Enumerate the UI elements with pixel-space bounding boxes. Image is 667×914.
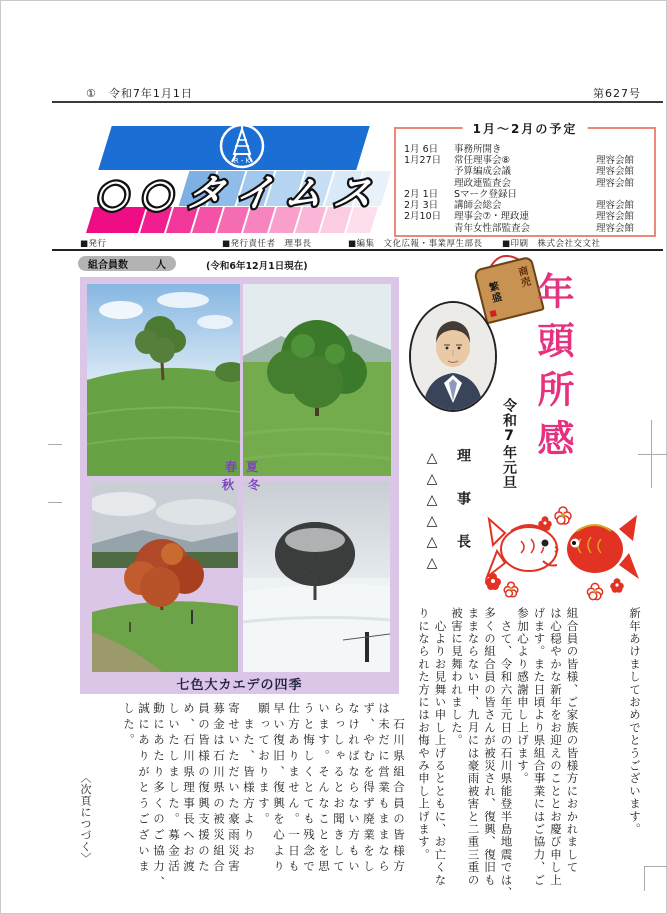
issue-number: 第627号 [593, 87, 641, 100]
publisher-edit: ■編集 文化広報・事業厚生部長 [348, 239, 483, 249]
article-column: した。 [122, 702, 136, 750]
photo-caption: 七色大カエデの四季 [176, 678, 303, 693]
chairman-portrait [409, 301, 497, 412]
author-title: 理事長 [455, 448, 471, 577]
article-column: 多くの組合員の皆さんが被災され、復興、復旧も [483, 607, 497, 887]
article-column: 石川県組合員の皆様方 [392, 702, 406, 876]
tower-logo-icon [216, 120, 268, 172]
article-column: うと悔しくとても残念で [302, 702, 316, 876]
masthead-title-art [90, 166, 376, 216]
article-column: さて、令和六年元日の石川県能登半島地震では、 [499, 607, 514, 900]
article-column: 心よりお見舞い申し上げるとともに、お亡くな [433, 607, 448, 887]
membership-asof: (令和6年12月1日現在) [206, 261, 308, 272]
publisher-print: ■印刷 株式会社交文社 [502, 239, 601, 249]
article-column: げます。また日頃より県組合事業にはご協力、ご [532, 607, 547, 887]
summer-photo [243, 284, 391, 476]
registration-mark [644, 866, 667, 891]
svg-text:R・K: R・K [233, 157, 251, 165]
season-label-spring: 春 [225, 460, 238, 474]
article-column: 動にあたり多くのご協力、 [152, 702, 166, 892]
article-body-left-block [116, 702, 406, 892]
article-column: 参加心より感謝申し上げます。 [516, 607, 530, 785]
author-name-placeholder: △△△△△△ [424, 450, 440, 576]
article-column: 募金は石川県の被災組合 [212, 702, 226, 876]
article-column: ままならない中、九月には豪雨被害と二重三重の [466, 607, 481, 887]
ema-text-2: 繁盛 [485, 280, 502, 305]
ema-text-1: 商売 [514, 265, 531, 290]
article-column: 員の皆様の復興支援のた [197, 702, 211, 876]
ema-seal [490, 310, 497, 317]
photo-panel [80, 277, 399, 694]
schedule-row: 2月 3日 講師会総会 理容会館 [404, 200, 635, 212]
article-column: 早い復旧、復興を心より [272, 702, 286, 876]
season-label-winter: 冬 [248, 478, 261, 492]
article-column: りになられた方にはお悔やみ申し上げます。 [417, 607, 431, 861]
schedule-title: 1月〜2月の予定 [463, 120, 588, 137]
article-column: は心穏やかな新年をお迎えのこととお慶び申し上 [549, 607, 563, 887]
article-title: 年頭所感 [531, 272, 575, 468]
winter-photo [243, 482, 390, 672]
article-date: 令和7年元旦 [501, 398, 517, 490]
article-column: 願っております。 [257, 702, 271, 829]
article-column: また、皆様方よりお [242, 702, 256, 860]
article-column: らっしゃるとお聞きして [332, 702, 346, 876]
schedule-row: 青年女性部監査会 理容会館 [454, 222, 635, 234]
registration-mark [48, 502, 62, 503]
header-rule [52, 101, 663, 103]
masthead [88, 118, 380, 236]
registration-mark [48, 444, 62, 445]
article-column: 新年あけましておめでとうございます。 [628, 607, 642, 836]
season-label-summer: 夏 [246, 460, 259, 474]
schedule-row: 1月 6日 事務所開き [404, 143, 502, 155]
article-column: 誠にありがとうございま [137, 702, 151, 876]
sea-bream-illustration [477, 505, 647, 601]
continued-marker: 〈次頁につづく〉 [79, 772, 92, 864]
article-body-right-block [402, 607, 642, 900]
publisher-responsible: ■発行責任者 理事長 [222, 239, 312, 249]
article-column: なければならない方もい [347, 702, 361, 876]
schedule-row: 理政連監査会 理容会館 [454, 177, 635, 189]
schedule-row: 1月27日 常任理事会⑧ 理容会館 [404, 154, 635, 166]
issue-date: ① 令和7年1月1日 [86, 87, 193, 100]
membership-unit: 人 [156, 260, 166, 271]
article-column: は未だに営業もままなら [377, 702, 391, 876]
schedule-row: 予算編成会議 理容会館 [454, 166, 635, 178]
article-column: 寄せいただいた豪雨災害 [227, 702, 241, 876]
article-column: 被害に見舞われました。 [450, 607, 464, 747]
article-column: います。そんなことを思 [317, 702, 331, 876]
article-column: 仕方ありません。一日も [287, 702, 301, 876]
article-column: 組合員の皆様、ご家族の皆様方におかれまして [565, 607, 580, 874]
publisher-rule [52, 249, 663, 251]
schedule-row: 2月 1日 Sマーク登録日 [404, 188, 518, 200]
registration-mark [638, 454, 667, 455]
season-label-autumn: 秋 [222, 478, 235, 492]
schedule-box [394, 122, 656, 237]
publisher-publish: ■発行 [80, 239, 107, 249]
article-column: ず、やむを得ず廃業をし [362, 702, 376, 876]
article-column: め、石川県理事長へお渡 [182, 702, 196, 876]
article-column: しいたしました。募金活 [167, 702, 181, 876]
autumn-photo [92, 482, 238, 672]
schedule-row: 2月10日 理事会⑦・理政連 理容会館 [404, 211, 635, 223]
membership-pill [78, 256, 176, 271]
membership-label: 組合員数 [88, 260, 128, 271]
spring-photo [87, 284, 240, 476]
masthead-title: ○○タイムス [94, 172, 375, 216]
